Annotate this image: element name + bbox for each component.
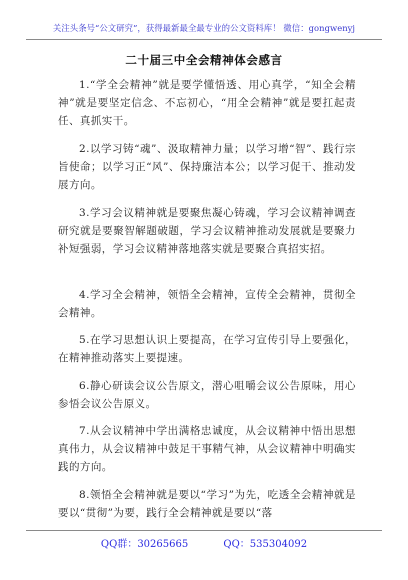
paragraph-5: 5.在学习思想认识上要提高，在学习宣传引导上要强化，在精神推动落实上要提速。 [58,334,356,365]
paragraph-2: 2.以学习铸“魂”、汲取精神力量；以学习增“智”、践行宗旨使命；以学习正“风”、保持廉洁本公；以学习促干、推动发展方向。 [58,143,356,192]
footer-qq: QQ：535304092 [223,539,308,550]
page-title: 二十届三中全会精神体会感言 [125,53,283,67]
footer-qq-group: QQ群：30265665 [100,539,189,550]
footer-divider [26,530,382,531]
paragraph-8: 8.领悟全会精神就是要以“学习”为先，吃透全会精神就是要以“贯彻”为要，践行全会精神就是要以“落 [58,489,356,520]
paragraph-7: 7.从会议精神中学出满格忠诚度，从会议精神中悟出思想真伟力，从会议精神中鼓足干事精气神，从会议精神中明确实践的方向。 [58,425,356,474]
header-divider [26,39,382,40]
paragraph-4: 4.学习全会精神，领悟全会精神，宣传全会精神，贯彻全会精神。 [58,289,356,320]
header-banner: 关注头条号“公文研究”，获得最新最全最专业的公文资料库！ 微信：gongwenyj [52,23,356,33]
paragraph-3: 3.学习会议精神就是要聚焦凝心铸魂，学习会议精神调查研究就是要聚智解题破题，学习会议精神推动发展就是要聚力补短强弱，学习会议精神落地落实就是要聚合真招实招。 [58,207,356,256]
footer [0,535,408,550]
paragraph-1: 1.“学全会精神”就是要学懂悟透、用心真学，“知全会精神”就是要坚定信念、不忘初心，“用全会精神”就是要扛起责任、真抓实干。 [58,79,356,128]
paragraph-6: 6.静心研读会议公告原文，潜心咀嚼会议公告原味，用心参悟会议公告原义。 [58,380,356,411]
